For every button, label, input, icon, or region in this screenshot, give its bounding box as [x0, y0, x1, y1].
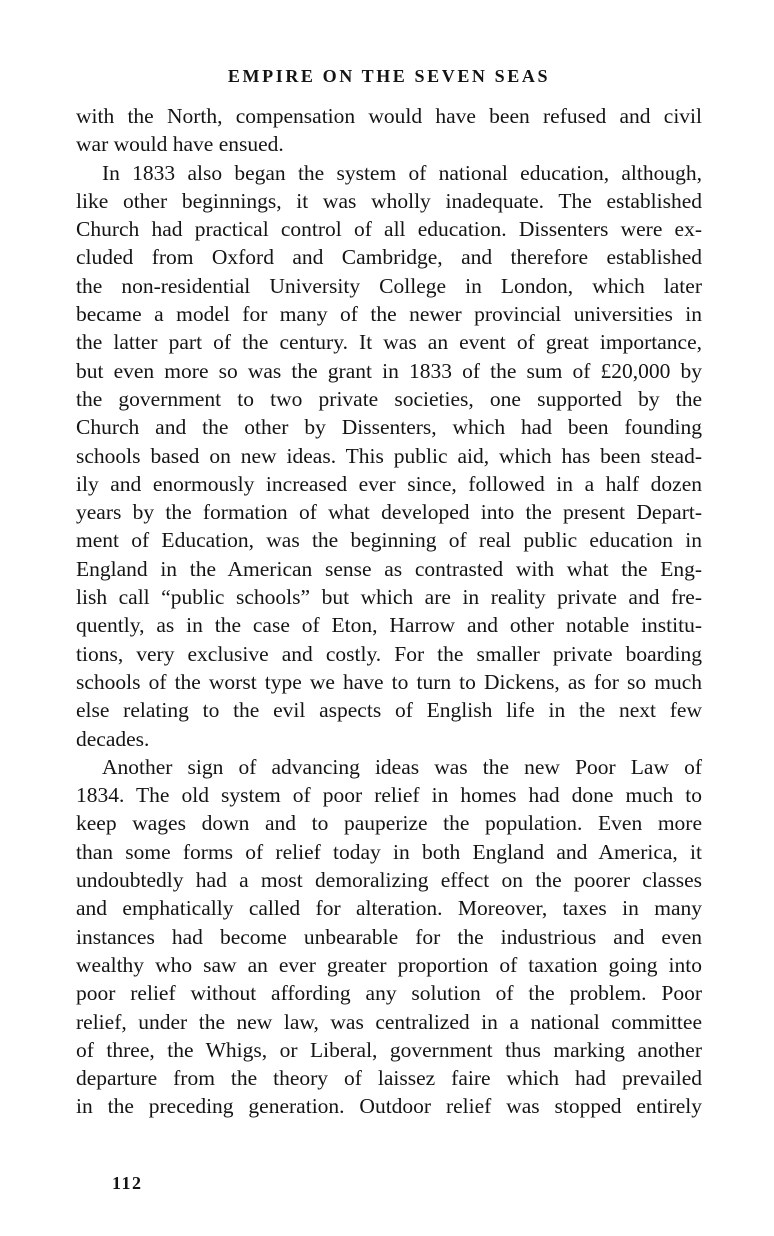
text-line: schools of the worst type we have to turn to Dickens, as for so much [76, 669, 702, 694]
text-line: ily and enormously increased ever since, followed in a half dozen [76, 471, 702, 496]
text-line: England in the American sense as contrasted with what the Eng- [76, 556, 702, 581]
text-line: Another sign of advancing ideas was the new Poor Law of [102, 754, 702, 779]
text-line: in the preceding generation. Outdoor relief was stopped entirely [76, 1094, 702, 1119]
text-line: wealthy who saw an ever greater proportion of taxation going into [76, 952, 702, 977]
text-line: and emphatically called for alteration. Moreover, taxes in many [76, 896, 702, 921]
text-line: decades. [76, 726, 150, 751]
text-line: with the North, compensation would have been refused and civil [76, 104, 702, 128]
text-line: In 1833 also began the system of national education, although, [102, 160, 702, 185]
text-line: 1834. The old system of poor relief in homes had done much to [76, 783, 702, 808]
page-number: 112 [112, 1173, 143, 1193]
text-line: but even more so was the grant in 1833 of the sum of £20,000 by [76, 358, 702, 383]
text-line: tions, very exclusive and costly. For the smaller private boarding [76, 641, 702, 666]
text-line: than some forms of relief today in both England and America, it [76, 839, 702, 864]
text-line: of three, the Whigs, or Liberal, government thus marking another [76, 1037, 702, 1062]
text-line: departure from the theory of laissez faire which had prevailed [76, 1066, 702, 1091]
text-line: the non-residential University College in London, which later [76, 273, 702, 298]
body-text [76, 102, 702, 1121]
paragraph-3 [76, 753, 702, 1121]
text-line: undoubtedly had a most demoralizing effect on the poorer classes [76, 868, 702, 893]
text-line: became a model for many of the newer provincial universities in [76, 302, 702, 327]
text-line: quently, as in the case of Eton, Harrow and other notable institu- [76, 613, 702, 638]
running-head: EMPIRE ON THE SEVEN SEAS [227, 66, 551, 86]
text-line: the latter part of the century. It was an event of great importance, [76, 330, 702, 355]
text-line: poor relief without affording any solution of the problem. Poor [76, 981, 702, 1006]
text-line: Church had practical control of all education. Dissenters were ex- [76, 217, 702, 242]
paragraph-2 [76, 159, 702, 753]
text-line: the government to two private societies, one supported by the [76, 386, 702, 411]
text-line: ment of Education, was the beginning of real public education in [76, 528, 702, 553]
text-line: lish call “public schools” but which are in reality private and fre- [76, 585, 702, 610]
text-line: instances had become unbearable for the industrious and even [76, 924, 702, 949]
text-line: relief, under the new law, was centralized in a national committee [76, 1009, 702, 1034]
text-line: years by the formation of what developed into the present Depart- [76, 500, 702, 525]
text-line: cluded from Oxford and Cambridge, and therefore established [76, 245, 702, 270]
text-line: like other beginnings, it was wholly inadequate. The established [76, 188, 702, 213]
text-line: Church and the other by Dissenters, which had been founding [76, 415, 702, 440]
text-line: war would have ensued. [76, 132, 284, 157]
text-line: keep wages down and to pauperize the population. Even more [76, 811, 702, 836]
paragraph-1 [76, 102, 702, 159]
text-line: schools based on new ideas. This public aid, which has been stead- [76, 443, 702, 468]
text-line: else relating to the evil aspects of English life in the next few [76, 698, 702, 723]
